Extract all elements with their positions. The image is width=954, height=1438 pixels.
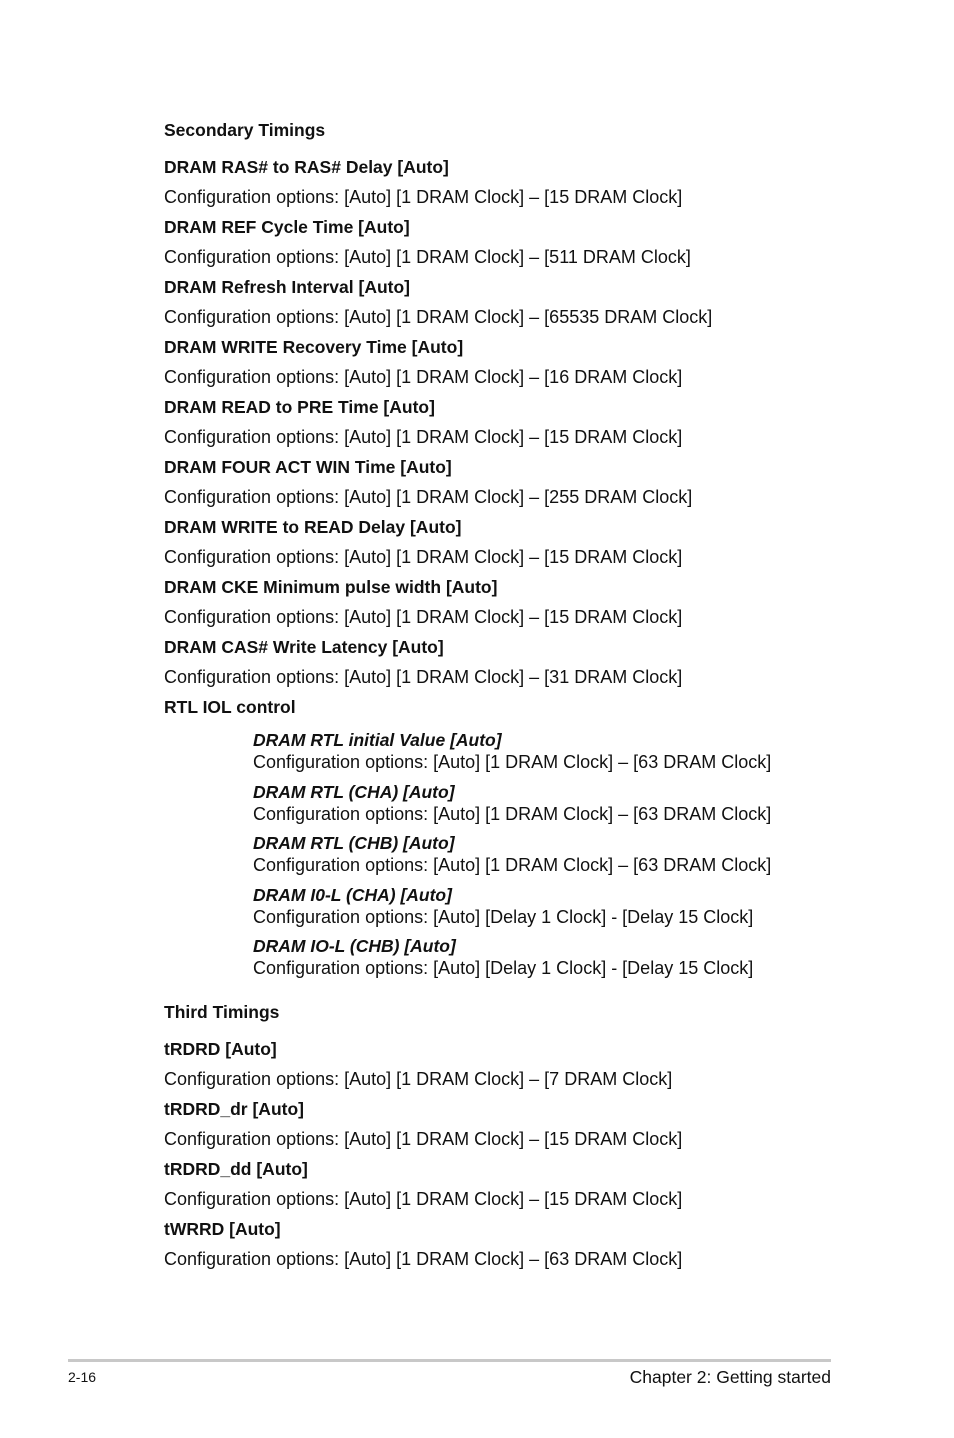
setting-description: Configuration options: [Auto] [1 DRAM Clock] – [15 DRAM Clock] [164,547,683,567]
setting-item [164,1217,864,1277]
sub-setting-item [253,729,864,781]
chapter-title: Chapter 2: Getting started [629,1367,831,1387]
sub-setting-description: Configuration options: [Auto] [1 DRAM Clock] – [63 DRAM Clock] [253,803,772,824]
page-content [164,118,864,1277]
sub-setting-description: Configuration options: [Auto] [1 DRAM Clock] – [63 DRAM Clock] [253,752,772,772]
footer-divider [68,1359,831,1362]
setting-description: Configuration options: [Auto] [1 DRAM Clock] – [15 DRAM Clock] [164,607,683,627]
setting-description: Configuration options: [Auto] [1 DRAM Clock] – [31 DRAM Clock] [164,667,683,687]
setting-item [164,455,864,515]
page-number: 2-16 [68,1369,97,1385]
rtl-iol-control-title: RTL IOL control [164,697,296,717]
setting-title: tWRRD [Auto] [164,1218,281,1239]
setting-description: Configuration options: [Auto] [1 DRAM Clock] – [255 DRAM Clock] [164,487,693,507]
setting-description: Configuration options: [Auto] [1 DRAM Clock] – [15 DRAM Clock] [164,1188,683,1209]
setting-item [164,395,864,455]
setting-item [164,1157,864,1217]
setting-description: Configuration options: [Auto] [1 DRAM Clock] – [15 DRAM Clock] [164,187,683,207]
sub-setting-title: DRAM IO-L (CHB) [Auto] [253,936,456,956]
setting-item [164,635,864,695]
setting-description: Configuration options: [Auto] [1 DRAM Clock] – [16 DRAM Clock] [164,367,683,387]
sub-setting-item [253,884,864,936]
setting-title: tRDRD [Auto] [164,1038,277,1059]
sub-setting-title: DRAM I0-L (CHA) [Auto] [253,884,452,905]
setting-title: DRAM CKE Minimum pulse width [Auto] [164,577,498,597]
sub-setting-item [253,935,864,987]
sub-setting-item [253,781,864,833]
setting-title: DRAM WRITE to READ Delay [Auto] [164,517,462,537]
setting-description: Configuration options: [Auto] [1 DRAM Clock] – [63 DRAM Clock] [164,1248,683,1269]
setting-item [164,575,864,635]
setting-title: DRAM WRITE Recovery Time [Auto] [164,337,464,357]
setting-item [164,335,864,395]
setting-item [164,1097,864,1157]
setting-item [164,215,864,275]
setting-title: DRAM RAS# to RAS# Delay [Auto] [164,157,449,177]
sub-setting-title: DRAM RTL initial Value [Auto] [253,730,502,750]
sub-setting-description: Configuration options: [Auto] [Delay 1 Clock] - [Delay 15 Clock] [253,958,754,978]
sub-setting-title: DRAM RTL (CHA) [Auto] [253,781,455,802]
setting-item [164,1037,864,1097]
section-title-secondary-timings: Secondary Timings [164,120,326,140]
sub-setting-description: Configuration options: [Auto] [1 DRAM Clock] – [63 DRAM Clock] [253,855,772,875]
setting-title: DRAM FOUR ACT WIN Time [Auto] [164,457,452,477]
setting-title: DRAM REF Cycle Time [Auto] [164,217,410,237]
setting-item [164,155,864,215]
setting-description: Configuration options: [Auto] [1 DRAM Clock] – [65535 DRAM Clock] [164,307,713,327]
rtl-iol-control-block [253,725,864,987]
sub-setting-title: DRAM RTL (CHB) [Auto] [253,833,455,853]
sub-setting-description: Configuration options: [Auto] [Delay 1 Clock] - [Delay 15 Clock] [253,906,754,927]
setting-description: Configuration options: [Auto] [1 DRAM Clock] – [7 DRAM Clock] [164,1068,673,1089]
sub-setting-item [253,832,864,884]
setting-description: Configuration options: [Auto] [1 DRAM Clock] – [15 DRAM Clock] [164,427,683,447]
setting-item [164,515,864,575]
section-title-third-timings: Third Timings [164,1001,280,1022]
setting-title: DRAM Refresh Interval [Auto] [164,277,410,297]
setting-title: tRDRD_dd [Auto] [164,1158,308,1179]
setting-item [164,275,864,335]
setting-description: Configuration options: [Auto] [1 DRAM Clock] – [15 DRAM Clock] [164,1128,683,1149]
setting-title: tRDRD_dr [Auto] [164,1098,304,1119]
setting-title: DRAM CAS# Write Latency [Auto] [164,637,444,657]
setting-description: Configuration options: [Auto] [1 DRAM Clock] – [511 DRAM Clock] [164,247,691,267]
setting-title: DRAM READ to PRE Time [Auto] [164,397,435,417]
